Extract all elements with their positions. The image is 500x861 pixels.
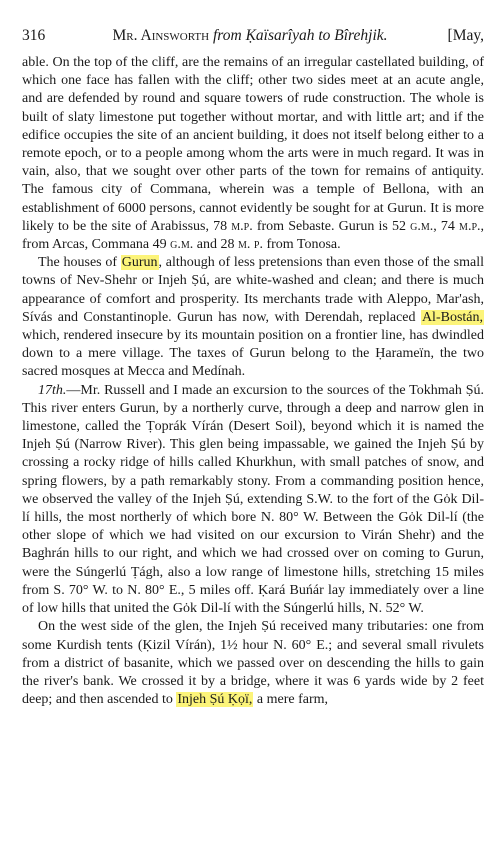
text-run: On the west side of the glen, the Injeh Ṣú received many tributaries: one from some Kurdish tents (Ḳizil Vírán), 1½ hour N. 60° E.; and several small rivulets from a district of basanite, which we passed over on descending the hills to gain the river's bank. We crossed it by a bridge, where it was 6 yards wide by 2 feet deep; and then ascended to <box>22 619 484 708</box>
text-run: from Sebaste. Gurun is 52 <box>252 218 411 234</box>
text-run: from Tonosa. <box>262 237 341 253</box>
paragraph <box>22 254 484 381</box>
unit-abbreviation: g.m. <box>410 218 434 234</box>
unit-abbreviation: g.m. <box>170 237 194 253</box>
running-head-month: [May, <box>447 27 484 44</box>
text-run: and 28 <box>193 237 238 253</box>
paragraph <box>22 54 484 254</box>
page-number: 316 <box>22 27 46 44</box>
text-run: , although of less pretensions than even those of the small towns of Nev-Shehr or Injeh Ṣú, are white-washed and clean; and there is much appearance of comfort and prosperity. Its merchants trade with Aleppo, Mar'ash, Sívás and Constantinople. Gurun has now, with Derendah, replaced <box>22 255 484 325</box>
text-run: , 74 <box>433 218 460 234</box>
text-run: , from Arcas, Commana 49 <box>22 218 484 253</box>
highlighted-place-name: Gurun <box>121 255 158 271</box>
unit-abbreviation: m.p. <box>459 218 481 234</box>
paragraph <box>22 382 484 619</box>
unit-abbreviation: m.p. <box>231 218 253 234</box>
running-title-place-to: Bîrehjik. <box>334 27 388 44</box>
paragraph <box>22 618 484 709</box>
highlighted-place-name: Injeh Ṣú Ḳọï, <box>177 692 253 708</box>
text-run: a mere farm, <box>253 692 329 708</box>
running-title-place-from: Ḳaïsarîyah <box>245 27 315 44</box>
highlighted-place-name: Al-Bostán, <box>421 309 483 325</box>
body-text <box>22 54 484 709</box>
running-title-from: from <box>212 27 242 44</box>
unit-abbreviation: m. p. <box>237 237 263 253</box>
text-run: able. On the top of the cliff, are the remains of an irregular castellated building, of which one face has fallen with the cliff; other two sides meet at an acute angle, and are defended by round and square towers of rude construction. The whole is built of slaty limestone put together without mortar, and with little art; and if the edifice occupies the site of an ancient building, it does not itself belong either to a remote epoch, or to a people among whom the arts were in much regard. It was in vain, also, that we sought over other parts of the town for remains of antiquity. The famous city of Commana, wherein was a temple of Bellona, with an establishment of 6000 persons, cannot evidently be sought for at Gurun. It is more likely to be the site of Arabissus, 78 <box>22 55 484 234</box>
running-title-to: to <box>318 27 331 44</box>
text-run: —Mr. Russell and I made an excursion to the sources of the Tokhmah Ṣú. This river enters Gurun, by a northerly curve, through a deep and narrow glen in limestone, called the Ṭoprák Vírán (Desert Soil), beyond which it is named the Injeh Ṣú (Narrow River). This glen being impassable, we gained the Injeh Ṣú by crossing a rocky ridge of hills called Khurkhun, with small patches of snow, and spring flowers, by a path remarkably stony. From a commanding position hence, we observed the valley of the Injeh Ṣú, extending S.W. to the fort of the Gȯk Dil-lí hills, the most northerly of which bore N. 80° W. Between the Gȯk Dil-lí (the other slope of which we had visited on our excursion to Virán Shehr) and the Baghrán hills to our right, and which we had crossed over on coming to Gurun, were the Súngerlú Ṭágh, also a low range of limestone hills, stretching 15 miles from S. 70° W. to N. 80° E., 5 miles off. Ḳará Buńár lay immediately over a line of low hills that united the Gȯk Dil-lí with the Súngerlú hills, N. 52° W. <box>22 382 484 617</box>
date-label: 17th. <box>38 382 67 398</box>
running-head <box>22 26 484 46</box>
running-title <box>66 26 434 46</box>
text-run: The houses of <box>38 255 121 271</box>
running-title-author: Mr. Ainsworth <box>112 27 210 44</box>
text-run: which, rendered insecure by its mountain position on a frontier line, has dwindled down to a mere village. The taxes of Gurun belong to the Ḥarameïn, the two sacred mosques at Mecca and Medínah. <box>22 328 484 380</box>
